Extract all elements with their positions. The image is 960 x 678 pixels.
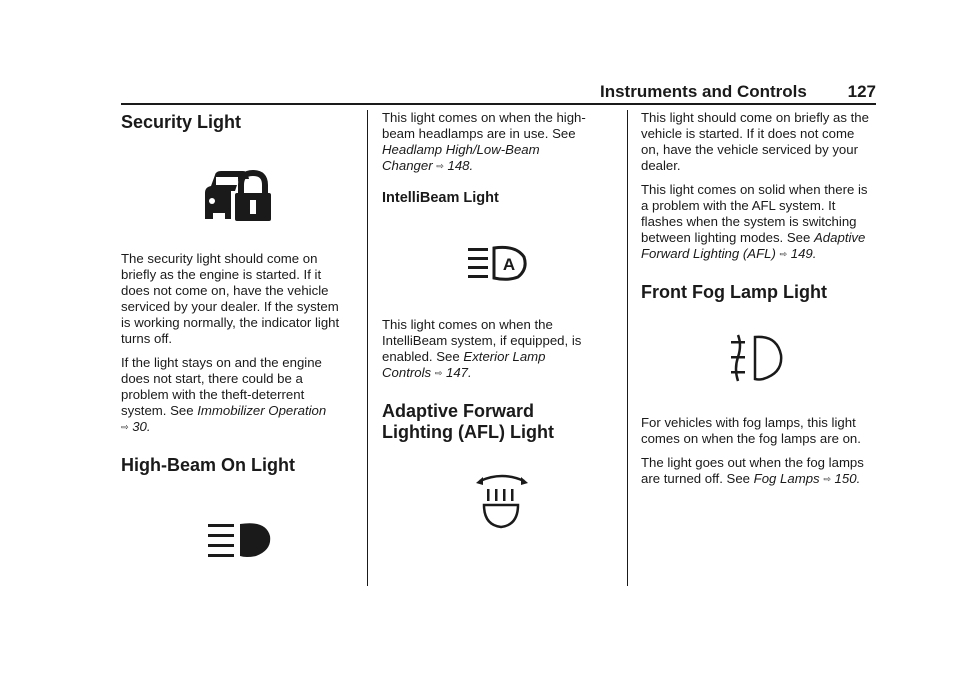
immobilizer-link[interactable]: Immobilizer Operation <box>197 403 327 418</box>
fog-lamps-link[interactable]: Fog Lamps <box>753 471 820 486</box>
intellibeam-text: This light comes on when the IntelliBeam system, if equipped, is enabled. See <box>382 317 582 364</box>
page-header <box>600 82 876 104</box>
page-number: 127 <box>847 82 876 101</box>
page-ref-arrow-icon: ⇨ <box>436 161 444 171</box>
afl-paragraph-1: This light should come on briefly as the vehicle is started. If it does not come on, have the vehicle serviced by your dealer. <box>641 110 869 173</box>
afl-heading-line2: Lighting (AFL) Light <box>382 422 554 442</box>
intellibeam-icon <box>468 245 530 283</box>
headlamp-changer-page-ref[interactable]: 148 <box>447 158 470 173</box>
column-1 <box>121 110 351 560</box>
security-paragraph-2 <box>121 355 351 435</box>
immobilizer-page-ref[interactable]: 30 <box>132 419 147 434</box>
high-beam-heading: High-Beam On Light <box>121 455 295 475</box>
afl-paragraph-2 <box>641 182 876 262</box>
period: . <box>856 471 861 486</box>
high-beam-icon <box>208 520 276 560</box>
page-ref-arrow-icon: ⇨ <box>823 474 831 484</box>
afl-page-ref[interactable]: 149 <box>790 246 813 261</box>
high-beam-text: This light comes on when the high-beam headlamps are in use. See <box>382 110 586 141</box>
period: . <box>469 158 474 173</box>
column-2 <box>382 110 612 533</box>
fog-lamps-page-ref[interactable]: 150 <box>834 471 857 486</box>
security-light-heading: Security Light <box>121 112 242 132</box>
exterior-lamp-link[interactable]: Exterior Lamp Controls <box>382 349 546 380</box>
afl-p2-text: This light comes on solid when there is a problem with the AFL system. It flashes when the system is switching between lighting modes. See <box>641 182 868 245</box>
page-ref-arrow-icon: ⇨ <box>434 368 443 378</box>
intellibeam-paragraph <box>382 317 612 381</box>
afl-link[interactable]: Adaptive Forward Lighting (AFL) <box>641 230 866 261</box>
headlamp-changer-link[interactable]: Headlamp High/Low-Beam Changer <box>382 142 540 173</box>
column-3 <box>641 110 876 487</box>
security-paragraph-1: The security light should come on briefly as the engine is started. If it does not come on, have the vehicle serviced by your dealer. If the system is working normally, the indicator light turns off. <box>121 251 340 346</box>
section-title: Instruments and Controls <box>600 82 807 101</box>
svg-text:A: A <box>502 255 516 274</box>
afl-icon <box>474 473 530 533</box>
fog-lamp-heading: Front Fog Lamp Light <box>641 282 827 302</box>
header-rule <box>121 103 876 105</box>
page-ref-arrow-icon: ⇨ <box>121 422 129 432</box>
column-divider-2 <box>627 110 628 586</box>
fog-lamp-icon <box>729 333 785 383</box>
afl-heading <box>382 401 612 443</box>
high-beam-paragraph <box>382 110 612 174</box>
security-p2-text: If the light stays on and the engine does not start, there could be a problem with the theft-deterrent system. See <box>121 355 322 418</box>
fog-p2-text: The light goes out when the fog lamps are turned off. See <box>641 455 864 486</box>
fog-paragraph-2 <box>641 455 876 487</box>
page-ref-arrow-icon: ⇨ <box>779 249 788 259</box>
security-lock-icon <box>203 169 273 225</box>
period: . <box>812 246 817 261</box>
fog-paragraph-1: For vehicles with fog lamps, this light comes on when the fog lamps are on. <box>641 415 861 446</box>
period: . <box>146 419 151 434</box>
exterior-lamp-page-ref[interactable]: 147 <box>446 365 469 380</box>
column-divider-1 <box>367 110 368 586</box>
afl-heading-line1: Adaptive Forward <box>382 401 535 421</box>
period: . <box>468 365 472 380</box>
intellibeam-heading: IntelliBeam Light <box>382 190 499 206</box>
